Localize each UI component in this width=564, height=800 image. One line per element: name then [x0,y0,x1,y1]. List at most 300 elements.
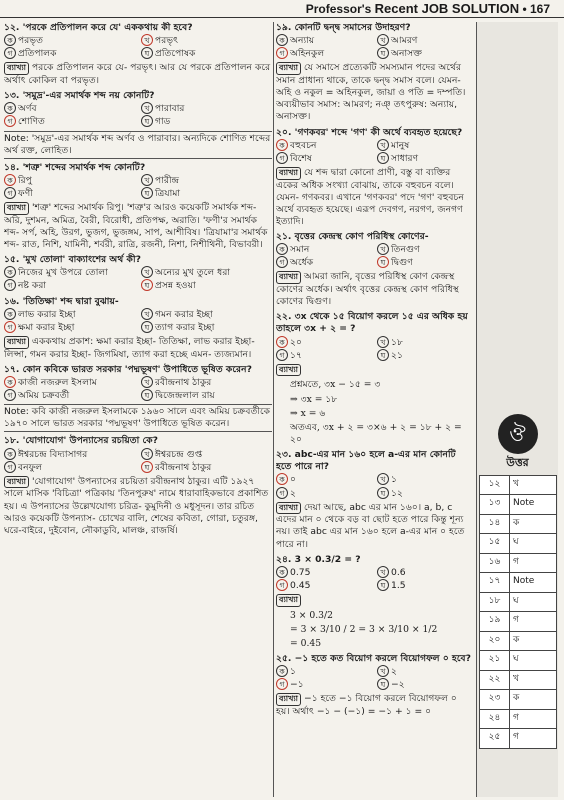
option-text: অনাসক্ত [391,48,423,60]
option-letter: খ [377,336,389,348]
option-letter: ক [4,266,16,278]
question-block [276,554,472,650]
answer-row [480,573,557,593]
option-item [4,47,135,60]
option-item [276,566,371,579]
option-letter: ক [276,473,288,485]
option-letter: ক [276,336,288,348]
option-item [377,34,472,47]
option-letter: খ [141,376,153,388]
question-block [4,296,272,361]
explanation-tag: ব্যাখ্যা [4,476,29,489]
explanation-text: পরকে প্রতিপালন করে যে- পরভৃৎ। আর যে পরকে প্রতিপালন করে অর্থাৎ কোকিল বা পরভৃত। [4,62,271,86]
explanation-text: যে শব্দ দ্বারা কোনো প্রাণী, বস্তু বা ব্যক্তির একের অধিক সংখ্যা বোঝায়, তাকে বহুবচন বলে। যেমন- গণকবর। এখানে 'গণকবর' পদে 'গণ' বহুবচন অর্থে ব্যবহৃত হয়েছে। এরূপ দেবগণ, নরগণ, জনগণ ইত্যাদি। [276,166,464,227]
answer-value: Note [510,495,557,515]
answer-row [480,651,557,671]
working-line: প্রশ্নমতে, ৩x − ১৫ = ৩ [290,379,381,391]
option-item [4,102,135,115]
options-list [4,448,272,474]
option-letter: খ [141,448,153,460]
question-text: ১৫. 'মুখ তোলা' বাক্যাংশের অর্থ কী? [4,254,141,266]
option-text: পারাবার [155,103,185,115]
answer-row [480,729,557,749]
answer-value: ঘ [510,592,557,612]
option-text: পরভৃৎ [155,35,179,47]
answer-value: ক [510,631,557,651]
explanation [276,364,472,377]
explanation-tag: ব্যাখ্যা [276,594,301,607]
explanation-tag: ব্যাখ্যা [276,167,301,180]
option-item [377,566,472,579]
option-letter: ঘ [141,47,153,59]
option-item [377,665,472,678]
question-text: ২১. বৃত্তের কেন্দ্রস্থ কোণ পরিধিস্থ কোণের- [276,231,429,243]
option-letter: ঘ [377,152,389,164]
explanation-tag: ব্যাখ্যা [276,62,301,75]
option-item [141,321,272,334]
option-text: ঈশ্বরচন্দ্র গুপ্ত [155,448,203,460]
question-block [276,449,472,551]
option-letter: ঘ [141,321,153,333]
option-text: শোণিত [18,116,45,128]
option-letter: গ [4,187,16,199]
explanation-tag: ব্যাখ্যা [276,502,301,515]
option-item [4,321,135,334]
option-item [276,579,371,592]
option-item [141,266,272,279]
explanation [4,202,272,251]
option-letter: ঘ [141,187,153,199]
option-item [141,102,272,115]
question-block [276,127,472,229]
answer-row [480,495,557,515]
option-item [141,47,272,60]
answer-value: ক [510,690,557,710]
option-letter: ঘ [141,389,153,401]
option-item [4,266,135,279]
option-letter: গ [276,487,288,499]
explanation [276,594,472,607]
explanation-text: এককথায় প্রকাশ: ক্ষমা করার ইচ্ছা- তিতিক্ষা, লাভ করার ইচ্ছা- লিপ্সা, গমন করার ইচ্ছা- জিগমিষা, ত্যাগ করা হচ্ছে এমন- ত্যজ্যমান। [4,336,255,360]
option-letter: খ [141,174,153,186]
option-text: ২ [391,666,397,678]
option-item [4,308,135,321]
options-list [276,243,472,269]
option-text: ফণী [18,188,33,200]
answer-value: গ [510,612,557,632]
options-list [4,376,272,402]
options-list [4,308,272,334]
option-letter: গ [276,47,288,59]
answer-value: গ [510,709,557,729]
option-item [141,34,272,47]
answer-number: ১৬ [480,553,510,573]
option-text: অন্যের মুখ তুলে ধরা [155,267,231,279]
option-item [4,448,135,461]
explanation-text: আমরা জানি, বৃত্তের পরিধিস্থ কোণ কেন্দ্রস্থ কোণের অর্ধেক। অর্থাৎ বৃত্তের কেন্দ্রস্থ কোণ পরিধিস্থ কোণের দ্বিগুণ। [276,271,459,308]
option-letter: খ [377,665,389,677]
option-letter: ক [4,102,16,114]
option-letter: খ [141,34,153,46]
option-text: নিজের মুখ উপরে তোলা [18,267,108,279]
option-item [141,389,272,402]
option-text: ২১ [391,349,403,361]
option-item [276,487,371,500]
option-letter: ঘ [141,115,153,127]
option-item [377,243,472,256]
question-text: ২০. 'গণকবর' শব্দে 'গণ' কী অর্থে ব্যবহৃত হয়েছে? [276,126,463,138]
option-item [4,461,135,474]
answer-table [479,475,557,749]
explanation-tag: ব্যাখ্যা [276,364,301,377]
option-letter: ঘ [141,461,153,473]
option-letter: গ [276,256,288,268]
option-item [276,678,371,691]
option-letter: ক [4,34,16,46]
option-text: অমিয় চক্রবর্তী [18,390,70,402]
working-line: 3 × 0.3/2 [290,609,333,621]
header-title: Recent JOB SOLUTION [374,1,520,16]
option-item [276,152,371,165]
question-text: ১২. 'পরকে প্রতিপালন করে যে' এককথায় কী হবে? [4,22,193,33]
option-text: লাভ করার ইচ্ছা [18,308,76,320]
explanation-tag: ব্যাখ্যা [276,693,301,706]
option-item [377,152,472,165]
question-text: ১৭. কোন কবিকে ভারত সরকার 'পদ্মভূষণ' উপাধিতে ভূষিত করেন? [4,363,252,375]
option-text: 0.6 [391,566,406,578]
option-item [276,139,371,152]
option-text: ১২ [391,487,403,499]
answer-row [480,475,557,495]
option-item [4,279,135,292]
option-letter: গ [4,115,16,127]
option-text: 0.75 [290,566,311,578]
question-block [4,22,272,87]
option-text: ঈশ্বরচন্দ্র বিদ্যাসাগর [18,448,88,460]
answer-row [480,670,557,690]
option-letter: গ [276,349,288,361]
option-text: বিশেষ [290,152,312,164]
option-letter: খ [377,139,389,151]
option-item [377,336,472,349]
option-item [377,256,472,269]
explanation-text: 'যোগাযোগ' উপন্যাসের রচয়িতা রবীন্দ্রনাথ ঠাকুর। এটি ১৯২৭ সালে মাসিক 'বিচিত্রা' পত্রিকায় 'তিনপুরুষ' নামে ধারাবাহিকভাবে প্রকাশিত হয়। এ উপন্যাসের উল্লেখযোগ্য চরিত্র- কুমুদিনী ও মধুসূদন। তার রচিত আরও কয়েকটি উপন্যাস- চোখের বালি, শেষের কবিতা, গোরা, চতুরঙ্গ, ঘরে-বাইরে, দুইবোন, নৌকাডুবি, মালঞ্চ, রাজর্ষি। [4,475,269,536]
option-letter: ঘ [377,487,389,499]
column-divider [273,22,274,797]
question-block [276,22,472,124]
note-box: Note: কবি কাজী নজরুল ইসলামকে ১৯৬০ সালে এবং অমিয় চক্রবর্তীকে ১৯৭০ সালে ভারত সরকার 'পদ্মভূষণ' উপাধিতে ভূষিত করেন। [4,404,272,432]
answer-number: ১২ [480,475,510,495]
explanation [4,476,272,537]
option-text: গাড [155,116,171,128]
answer-value: ঘ [510,534,557,554]
option-text: দ্বিজেন্দ্রলাল রায় [155,390,215,402]
question-text: ২২. ৩x থেকে ১৫ বিয়োগ করলে ১৫ এর অধিক হয় তাহলে ৩x + ২ = ? [276,311,468,335]
option-item [377,47,472,60]
explanation [4,336,272,361]
explanation-text: দেয়া আছে, abc এর মান ১৬০। a, b, c এদের মান ০ থেকে বড় বা ছোট হতে পারে কিন্তু শূন্য নয়। তাই abc এর মান ১৬০ হলে a-এর মান ০ হতে পারে না। [276,501,465,550]
option-letter: গ [4,279,16,291]
explanation-tag: ব্যাখ্যা [4,202,29,215]
options-list [276,473,472,499]
answer-value: Note [510,573,557,593]
question-text: ১৪. 'শত্রু' শব্দের সমার্থক শব্দ কোনটি? [4,161,146,173]
option-item [141,376,272,389]
question-block [4,162,272,251]
working-line: ⇒ x = ৬ [290,407,326,419]
answer-number: ১৯ [480,612,510,632]
options-list [276,566,472,592]
answer-number: ১৮ [480,592,510,612]
option-item [4,376,135,389]
option-text: আমরণ [391,35,418,47]
option-letter: ক [276,665,288,677]
question-block [4,435,272,537]
option-text: অহিনকুল [290,48,325,60]
option-text: গমন করার ইচ্ছা [155,308,213,320]
left-column [4,22,272,797]
option-text: অন্যায় [290,35,315,47]
option-letter: গ [4,47,16,59]
explanation [276,62,472,123]
option-text: −২ [391,679,405,691]
options-list [276,336,472,362]
option-letter: ক [276,34,288,46]
option-letter: ঘ [377,349,389,361]
option-item [141,448,272,461]
answer-number: ১৫ [480,534,510,554]
option-letter: ঘ [377,256,389,268]
question-block [276,653,472,718]
answer-title: উত্তর [506,456,529,469]
option-text: ১ [290,666,296,678]
option-letter: ক [4,308,16,320]
option-letter: খ [141,102,153,114]
question-text: ১৯. কোনটি দ্বন্দ্ব সমাসের উদাহরণ? [276,22,411,33]
option-text: অর্ণব [18,103,37,115]
option-text: রবীন্দ্রনাথ ঠাকুর [155,461,212,473]
question-block [4,254,272,292]
option-item [377,139,472,152]
answer-row [480,631,557,651]
explanation [4,62,272,87]
option-letter: ঘ [377,47,389,59]
question-block [276,311,472,446]
option-text: ত্যাগ করার ইচ্ছা [155,321,215,333]
option-text: দ্বিগুণ [391,257,413,269]
option-item [276,243,371,256]
option-letter: ক [276,243,288,255]
option-text: অর্ধেক [290,257,314,269]
option-item [4,115,135,128]
option-item [141,308,272,321]
option-item [377,678,472,691]
answer-value: গ [510,553,557,573]
option-letter: ক [4,448,16,460]
header-prefix: Professor's [305,2,372,16]
option-item [377,349,472,362]
option-letter: ক [4,376,16,388]
option-item [276,34,371,47]
question-block [4,364,272,433]
options-list [4,174,272,200]
page-header [0,0,564,18]
option-text: পারীন্দ্র [155,174,180,186]
answer-number: ১৪ [480,514,510,534]
option-item [141,279,272,292]
option-text: ১৭ [290,349,302,361]
option-text: ত্রিযামা [155,188,181,200]
explanation-text: 'শত্রু' শব্দের সমার্থক রিপু। 'শত্রু'র আরও কয়েকটি সমার্থক শব্দ- অরি, দুশমন, অমিত্র, বৈরী, বিরোধী, প্রতিপক্ষ, অরাতি। 'ফণী'র সমার্থক শব্দ- সর্প, অহি, উরগ, ভুজগ, ভুজঙ্গম, সাপ, আশীবিষ। 'ত্রিযামা'র সমার্থক শব্দ- রাত, নিশি, যামিনী, শর্বরী, রাত্রি, রজনী, নিশা, নিশীথিনী, বিভাবরী। [4,202,268,251]
explanation-tag: ব্যাখ্যা [276,271,301,284]
options-list [276,665,472,691]
working-line: = 3 × 3/10 / 2 = 3 × 3/10 × 1/2 [290,623,438,635]
option-item [141,461,272,474]
option-letter: খ [141,266,153,278]
header-page-number: • 167 [522,2,550,16]
option-item [141,174,272,187]
option-text: রবীন্দ্রনাথ ঠাকুর [155,376,212,388]
explanation [276,271,472,308]
option-letter: গ [276,579,288,591]
option-text: রিপু [18,174,32,186]
option-text: কাজী নজরুল ইসলাম [18,376,97,388]
option-item [377,487,472,500]
option-item [377,579,472,592]
option-letter: ক [276,566,288,578]
answer-number: ২০ [480,631,510,651]
option-letter: খ [141,308,153,320]
option-text: বহুবচন [290,139,317,151]
answer-value: খ [510,475,557,495]
options-list [4,102,272,128]
option-text: 1.5 [391,579,406,591]
answer-value: খ [510,670,557,690]
answer-number: ২৫ [480,729,510,749]
answer-number: ২১ [480,651,510,671]
option-item [141,187,272,200]
question-text: ১৩. 'সমুদ্র'-এর সমার্থক শব্দ নয় কোনটি? [4,90,155,102]
option-text: পরভৃত [18,35,44,47]
option-text: −১ [290,679,304,691]
option-letter: খ [377,473,389,485]
option-letter: খ [377,566,389,578]
option-item [276,256,371,269]
answer-value: গ [510,729,557,749]
right-column [276,22,472,797]
answer-row [480,612,557,632]
option-text: ক্ষমা করার ইচ্ছা [18,321,75,333]
option-text: তিনগুণ [391,244,420,256]
explanation [276,167,472,228]
option-item [276,336,371,349]
option-item [4,187,135,200]
option-text: বনফুল [18,461,43,473]
answer-row [480,534,557,554]
option-item [276,47,371,60]
explanation-tag: ব্যাখ্যা [4,336,29,349]
option-item [4,389,135,402]
options-list [4,34,272,60]
option-item [276,473,371,486]
option-letter: ক [276,139,288,151]
answer-value: ঘ [510,651,557,671]
option-item [141,115,272,128]
option-letter: খ [377,34,389,46]
option-text: প্রতিপোষক [155,48,196,60]
option-letter: ঘ [377,678,389,690]
answer-row [480,709,557,729]
option-letter: ঘ [377,579,389,591]
option-text: সাধারণ [391,152,419,164]
answer-number: ২৩ [480,690,510,710]
option-text: ১ [391,474,397,486]
option-letter: গ [276,152,288,164]
answer-number: ১৭ [480,573,510,593]
answer-row [480,690,557,710]
option-item [276,665,371,678]
option-letter: ঘ [141,279,153,291]
option-text: প্রতিপালক [18,48,57,60]
answer-number: ২৪ [480,709,510,729]
option-text: মানুষ [391,139,410,151]
answer-logo-icon: ঔ [498,414,538,454]
answer-value: ক [510,514,557,534]
question-text: ১৬. 'তিতিক্ষা' শব্দ দ্বারা বুঝায়- [4,295,119,307]
answer-number: ২২ [480,670,510,690]
options-list [4,266,272,292]
explanation-text: −১ হতে −১ বিয়োগ করলে বিয়োগফল ০ হয়। অর্থাৎ −১ − (−১) = −১ + ১ = ০ [276,693,457,718]
question-text: ২৪. 3 × 0.3/2 = ? [276,553,361,565]
explanation [276,693,472,718]
explanation [276,502,472,551]
working-line: ⇒ ৩x = ১৮ [290,393,338,405]
option-item [276,349,371,362]
option-text: সমান [290,244,310,256]
question-text: ২৩. abc-এর মান ১৬০ হলে a-এর মান কোনটি হতে পারে না? [276,449,456,473]
option-letter: ক [4,174,16,186]
option-text: ১৮ [391,336,403,348]
question-block [276,231,472,308]
option-letter: গ [4,461,16,473]
answer-row [480,592,557,612]
options-list [276,139,472,165]
option-text: 0.45 [290,579,311,591]
options-list [276,34,472,60]
option-letter: গ [4,321,16,333]
explanation-text: যে সমাসে প্রত্যেকটি সমস্যমান পদের অর্থের সমান প্রাধান্য থাকে, তাকে দ্বন্দ্ব সমাস বলে। যেমন- অহি ও নকুল = অহিনকুল, জায়া ও পতি = দম্পতি। অব্যয়ীভাব সমাস: আমরণ; নঞ্ তৎপুরুষ: অন্যায়, অনাসক্ত। [276,62,466,123]
option-text: নষ্ট করা [18,280,47,292]
option-text: ০ [290,474,296,486]
option-letter: গ [276,678,288,690]
option-text: ২০ [290,336,302,348]
question-block [4,90,272,159]
question-text: ১৮. 'যোগাযোগ' উপন্যাসের রচয়িতা কে? [4,435,158,447]
answer-panel [476,22,558,797]
answer-row [480,553,557,573]
answer-row [480,514,557,534]
option-text: ২ [290,487,296,499]
answer-number: ১৩ [480,495,510,515]
working-line: অতএব, ৩x + ২ = ৩×৬ + ২ = ১৮ + ২ = ২০ [290,421,462,445]
option-item [4,174,135,187]
option-item [4,34,135,47]
explanation-tag: ব্যাখ্যা [4,62,29,75]
option-letter: খ [377,243,389,255]
question-text: ২৫. −১ হতে কত বিয়োগ করলে বিয়োগফল ০ হবে? [276,653,471,665]
working-line: = 0.45 [290,637,322,649]
note-box: Note: 'সমুদ্র'-এর সমার্থক শব্দ অর্ণব ও পারাবার। অন্যদিকে শোণিত শব্দের অর্থ রক্ত, লোহিত। [4,131,272,159]
